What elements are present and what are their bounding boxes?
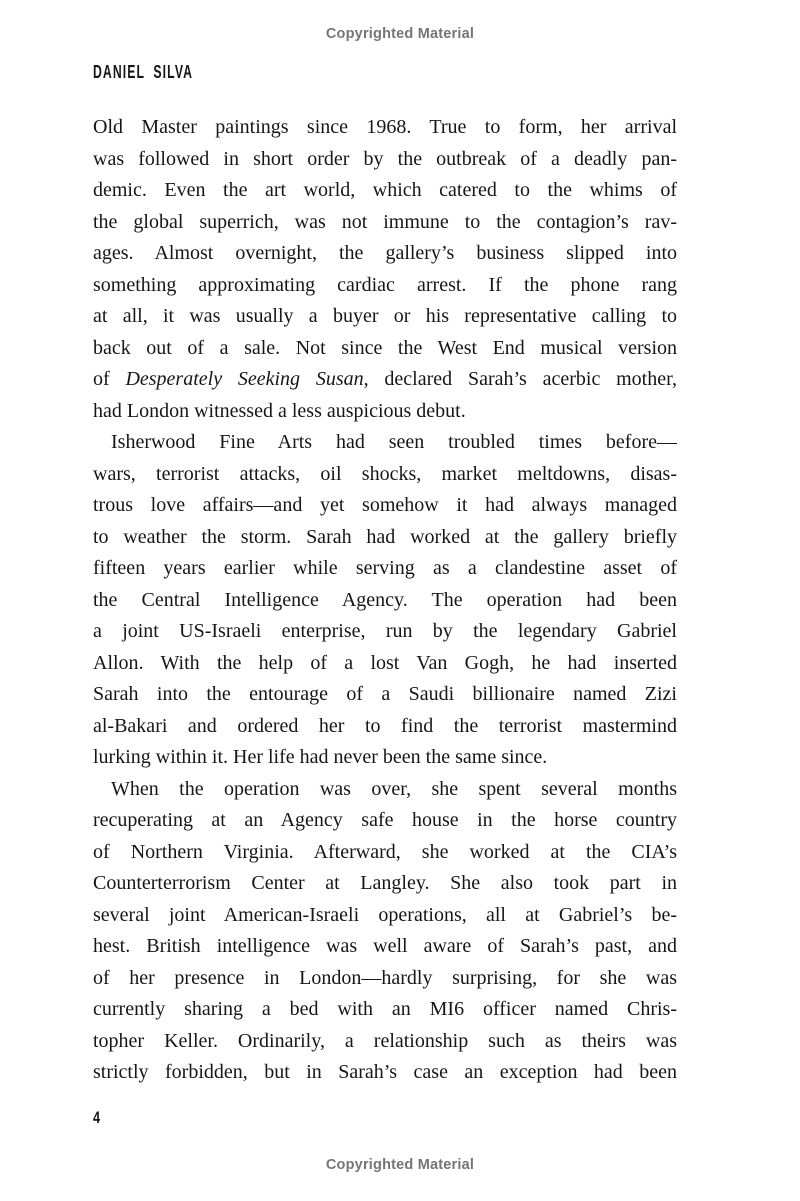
text-line	[93, 648, 677, 680]
text-segment: Sarah into the entourage of a Saudi billionaire named Zizi	[93, 683, 677, 705]
text-segment: demic. Even the art world, which catered to the whims of	[93, 179, 677, 201]
text-segment: Isherwood Fine Arts had seen troubled times before—	[111, 431, 677, 453]
text-line	[93, 868, 677, 900]
copyright-notice-top: Copyrighted Material	[325, 26, 475, 42]
text-line	[93, 207, 677, 239]
text-segment: of Northern Virginia. Afterward, she worked at the CIA’s	[93, 840, 677, 863]
book-title-italic: Desperately Seeking Susan	[125, 368, 364, 390]
text-line	[93, 427, 677, 459]
text-segment: something approximating cardiac arrest. If the phone rang	[93, 273, 677, 296]
text-segment: the global superrich, was not immune to the contagion’s rav-	[93, 210, 677, 233]
text-line	[93, 1057, 677, 1089]
text-line	[93, 963, 677, 995]
text-segment: fifteen years earlier while serving as a clandestine asset of	[93, 557, 677, 579]
text-line	[93, 931, 677, 963]
text-segment: ages. Almost overnight, the gallery’s business slipped into	[93, 242, 677, 264]
text-line	[93, 900, 677, 932]
text-segment: al-Bakari and ordered her to find the terrorist mastermind	[93, 714, 677, 737]
text-line	[93, 396, 677, 428]
text-line	[93, 585, 677, 617]
text-segment: Counterterrorism Center at Langley. She also took part in	[93, 872, 677, 894]
text-line	[93, 994, 677, 1026]
text-segment: hest. British intelligence was well aware of Sarah’s past, and	[93, 935, 677, 957]
text-line	[93, 144, 677, 176]
text-line	[93, 333, 677, 365]
text-line	[93, 364, 677, 396]
text-line	[93, 522, 677, 554]
text-segment: strictly forbidden, but in Sarah’s case an exception had been	[93, 1061, 677, 1083]
text-line	[93, 459, 677, 491]
text-line	[93, 679, 677, 711]
text-segment: back out of a sale. Not since the West End musical version	[93, 336, 677, 359]
text-segment: topher Keller. Ordinarily, a relationship such as theirs was	[93, 1029, 677, 1052]
text-segment: had London witnessed a less auspicious debut.	[93, 399, 466, 422]
text-segment: of her presence in London—hardly surprising, for she was	[93, 966, 677, 989]
text-segment: several joint American-Israeli operations, all at Gabriel’s be-	[93, 903, 677, 926]
text-line	[93, 112, 677, 144]
text-line	[93, 1026, 677, 1058]
running-header-author: DANIEL SILVA	[93, 62, 194, 82]
text-line	[93, 805, 677, 837]
text-segment: was followed in short order by the outbreak of a deadly pan-	[93, 147, 677, 170]
text-line	[93, 175, 677, 207]
text-segment: Old Master paintings since 1968. True to form, her arrival	[93, 116, 677, 138]
text-line	[93, 490, 677, 522]
copyright-notice-bottom: Copyrighted Material	[325, 1157, 475, 1173]
text-line	[93, 742, 677, 774]
text-segment: lurking within it. Her life had never been the same since.	[93, 746, 548, 768]
text-line	[93, 238, 677, 270]
text-segment: When the operation was over, she spent several months	[111, 777, 677, 800]
text-segment: at all, it was usually a buyer or his representative calling to	[93, 305, 677, 327]
text-line	[93, 774, 677, 806]
text-line	[93, 711, 677, 743]
text-segment: of	[93, 368, 126, 390]
text-segment: to weather the storm. Sarah had worked at the gallery briefly	[93, 525, 677, 548]
text-segment: a joint US-Israeli enterprise, run by the legendary Gabriel	[93, 620, 677, 642]
text-segment: trous love affairs—and yet somehow it had always managed	[93, 494, 677, 516]
text-segment: the Central Intelligence Agency. The operation had been	[93, 588, 677, 611]
text-segment: , declared Sarah’s acerbic mother,	[363, 368, 677, 390]
text-line	[93, 270, 677, 302]
text-segment: Allon. With the help of a lost Van Gogh, he had inserted	[93, 651, 677, 674]
page-number: 4	[93, 1108, 101, 1127]
text-line	[93, 553, 677, 585]
text-line	[93, 301, 677, 333]
text-segment: wars, terrorist attacks, oil shocks, market meltdowns, disas-	[93, 462, 677, 485]
text-line	[93, 837, 677, 869]
text-segment: currently sharing a bed with an MI6 officer named Chris-	[93, 998, 677, 1020]
body-text	[93, 112, 677, 1089]
text-line	[93, 616, 677, 648]
text-segment: recuperating at an Agency safe house in the horse country	[93, 809, 677, 831]
